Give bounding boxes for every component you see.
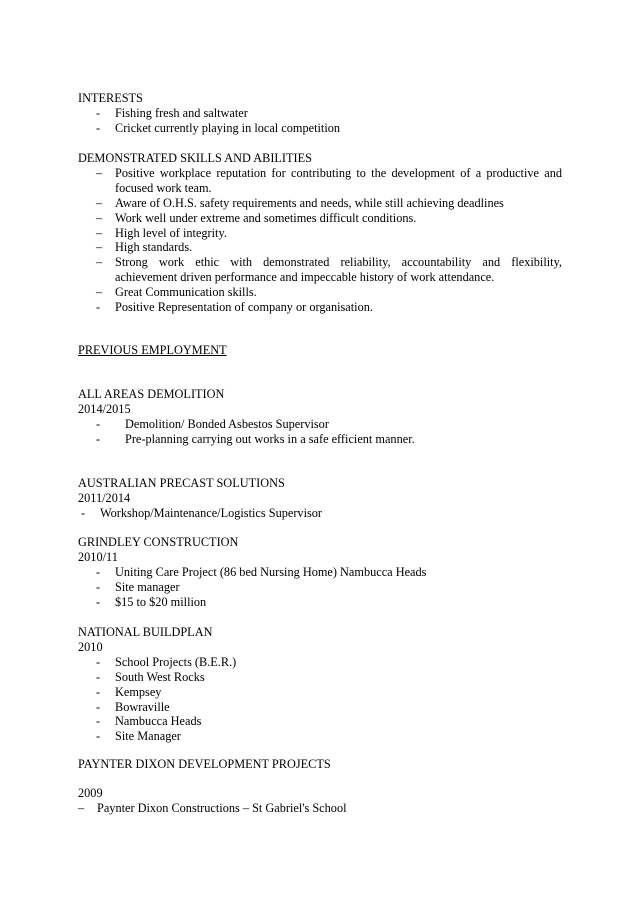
job-duties — [78, 506, 562, 521]
skills-list — [78, 166, 562, 315]
interests-section — [78, 91, 562, 136]
duty-text: South West Rocks — [115, 669, 205, 684]
bullet-endash: – — [96, 285, 103, 300]
duty-text: Demolition/ Bonded Asbestos Supervisor — [125, 416, 329, 431]
skill-text: High standards. — [115, 240, 193, 255]
job-years: 2010 — [78, 639, 103, 654]
bullet-dash: - — [96, 654, 101, 669]
list-item — [78, 670, 562, 685]
list-item — [78, 432, 562, 447]
duty-text: Site Manager — [115, 729, 181, 744]
duty-text: Site manager — [115, 579, 180, 594]
interest-text: Cricket currently playing in local competition — [115, 120, 341, 135]
bullet-dash: - — [96, 579, 101, 594]
bullet-endash: – — [78, 800, 85, 815]
list-item — [78, 166, 562, 196]
bullet-dash: - — [96, 105, 101, 120]
job-years: 2009 — [78, 786, 103, 800]
bullet-endash: – — [96, 240, 103, 255]
duty-text: Pre-planning carrying out works in a safe efficient manner. — [125, 431, 415, 446]
interests-list — [78, 106, 562, 136]
job-duties — [78, 565, 562, 610]
list-item — [78, 506, 562, 521]
list-item — [78, 196, 562, 211]
list-item — [78, 685, 562, 700]
bullet-dash: - — [96, 669, 101, 684]
skills-heading: DEMONSTRATED SKILLS AND ABILITIES — [78, 151, 312, 165]
interests-heading: INTERESTS — [78, 91, 143, 105]
interest-text: Fishing fresh and saltwater — [115, 105, 248, 120]
list-item — [78, 121, 562, 136]
job-years: 2014/2015 — [78, 401, 131, 416]
bullet-endash: – — [96, 165, 103, 180]
bullet-endash: – — [96, 255, 103, 270]
duty-text: Workshop/Maintenance/Logistics Supervisor — [100, 505, 323, 520]
duty-text: Kempsey — [115, 684, 162, 699]
list-item — [78, 655, 562, 670]
company-name: PAYNTER DIXON DEVELOPMENT PROJECTS — [78, 757, 331, 771]
list-item — [78, 565, 562, 580]
list-item — [78, 285, 562, 300]
bullet-dash: - — [96, 714, 101, 729]
list-item — [78, 580, 562, 595]
job-years: 2010/11 — [78, 549, 118, 564]
skill-text: Great Communication skills. — [115, 285, 257, 300]
duty-text: Paynter Dixon Constructions – St Gabriel's School — [97, 800, 347, 815]
bullet-dash: - — [81, 505, 86, 520]
list-item — [78, 417, 562, 432]
job-australian-precast — [78, 476, 562, 521]
bullet-dash: - — [96, 431, 101, 446]
previous-employment-heading: PREVIOUS EMPLOYMENT — [78, 343, 227, 357]
bullet-dash: - — [96, 729, 101, 744]
job-paynter-dixon-details — [78, 786, 562, 816]
bullet-dash: - — [96, 416, 101, 431]
bullet-endash: – — [96, 225, 103, 240]
job-duties — [78, 655, 562, 744]
list-item — [78, 714, 562, 729]
bullet-dash: - — [96, 120, 101, 135]
skill-text-cont: focused work team. — [115, 180, 212, 195]
duty-text: $15 to $20 million — [115, 594, 207, 609]
company-name: AUSTRALIAN PRECAST SOLUTIONS — [78, 476, 285, 490]
company-name: GRINDLEY CONSTRUCTION — [78, 535, 239, 549]
previous-employment-heading-block — [78, 343, 562, 358]
list-item — [78, 255, 562, 285]
skill-text: Work well under extreme and sometimes difficult conditions. — [115, 210, 417, 225]
skill-text: Strong work ethic with demonstrated reliability, accountability and flexibility, — [115, 255, 562, 270]
bullet-dash: - — [96, 699, 101, 714]
skill-text: Positive Representation of company or organisation. — [115, 300, 373, 315]
duty-text: Nambucca Heads — [115, 714, 202, 729]
list-item — [78, 106, 562, 121]
job-all-areas-demolition — [78, 387, 562, 447]
job-paynter-dixon — [78, 757, 562, 772]
list-item — [78, 226, 562, 241]
list-item — [78, 729, 562, 744]
skill-text: High level of integrity. — [115, 225, 227, 240]
list-item — [78, 700, 562, 715]
duty-text: School Projects (B.E.R.) — [115, 654, 237, 669]
company-name: ALL AREAS DEMOLITION — [78, 387, 225, 401]
list-item — [78, 300, 562, 315]
bullet-dash: - — [96, 564, 101, 579]
skills-section — [78, 151, 562, 315]
job-duties — [78, 417, 562, 447]
job-grindley-construction — [78, 535, 562, 610]
list-item — [78, 211, 562, 226]
duty-text: Bowraville — [115, 699, 170, 714]
job-duties — [78, 801, 562, 816]
bullet-dash: - — [96, 594, 101, 609]
list-item — [78, 801, 562, 816]
skill-text-cont: achievement driven performance and impeccable history of work attendance. — [115, 270, 495, 285]
list-item — [78, 595, 562, 610]
company-name: NATIONAL BUILDPLAN — [78, 625, 213, 639]
job-years: 2011/2014 — [78, 490, 131, 505]
skill-text: Aware of O.H.S. safety requirements and needs, while still achieving deadlines — [115, 195, 504, 210]
bullet-dash: - — [96, 684, 101, 699]
list-item — [78, 240, 562, 255]
job-national-buildplan — [78, 625, 562, 744]
skill-text: Positive workplace reputation for contributing to the development of a productive and — [115, 165, 562, 180]
bullet-endash: – — [96, 195, 103, 210]
bullet-dash: - — [96, 300, 101, 315]
bullet-endash: – — [96, 210, 103, 225]
duty-text: Uniting Care Project (86 bed Nursing Home) Nambucca Heads — [115, 564, 427, 579]
